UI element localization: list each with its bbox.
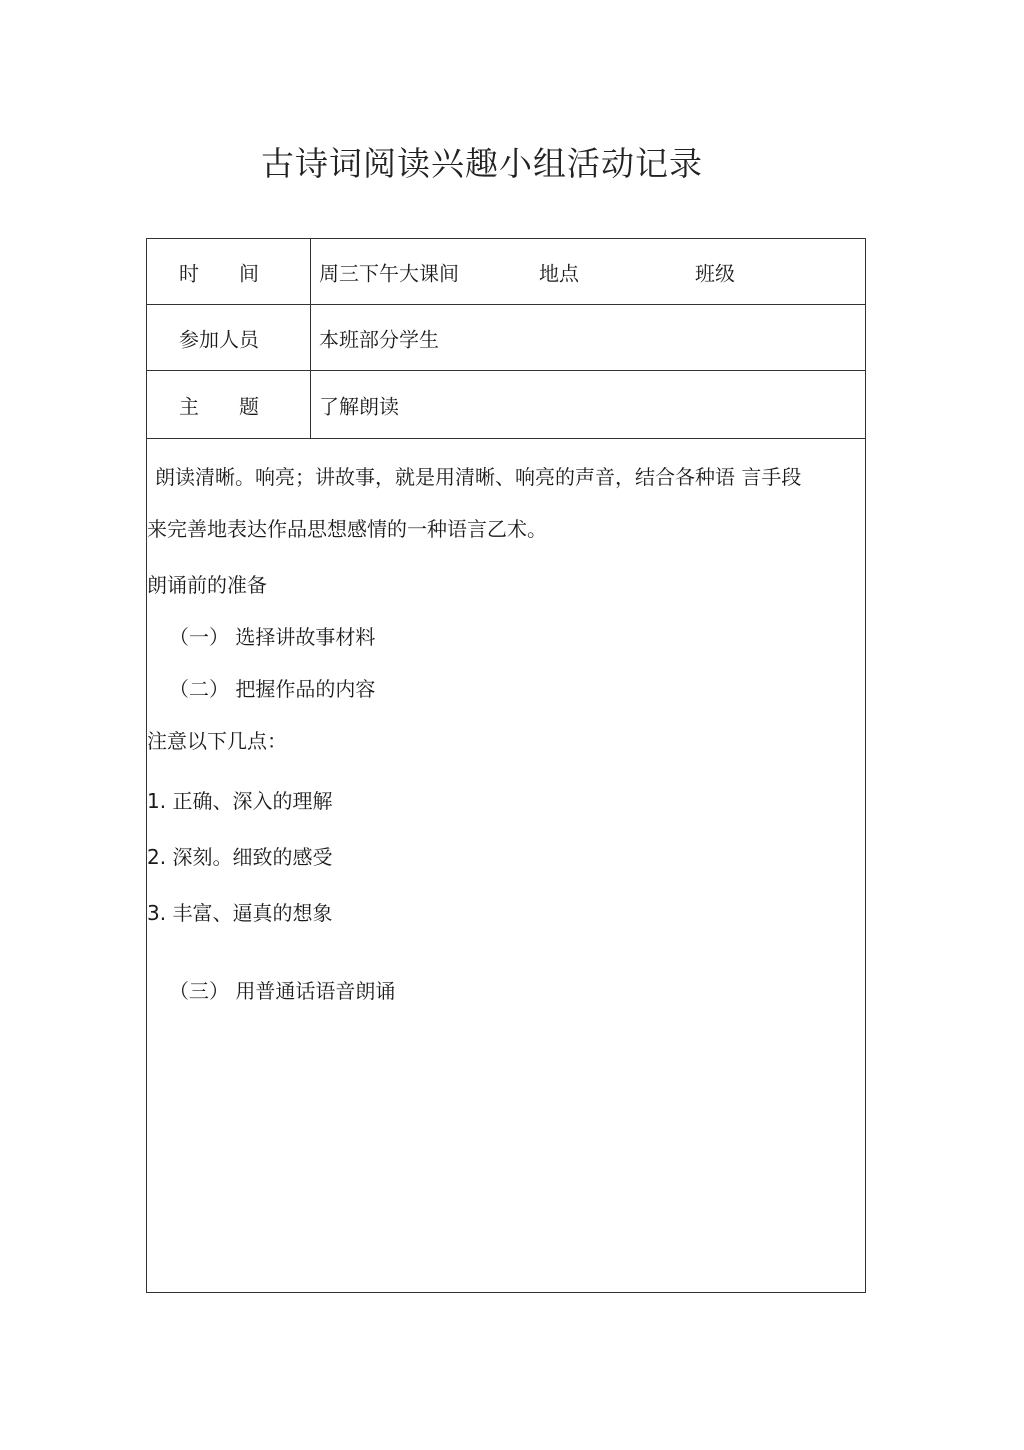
list-item-1: （一） 选择讲故事材料 [169, 625, 376, 649]
place-label: 地点 [539, 261, 579, 285]
topic-row [147, 371, 865, 439]
point-2: 2. 深刻。细致的感受 [147, 845, 333, 869]
topic-value: 了解朗读 [319, 394, 399, 418]
time-value: 周三下午大课间 [319, 261, 459, 285]
time-label-cell [147, 239, 311, 304]
members-label: 参加人员 [179, 327, 259, 351]
members-row [147, 305, 865, 371]
paragraph-line-2: 来完善地表达作品思想感情的一种语言乙术。 [147, 517, 547, 541]
topic-label-cell [147, 371, 311, 438]
note-heading: 注意以下几点： [147, 729, 287, 753]
activity-record-table [146, 238, 866, 1293]
members-value: 本班部分学生 [319, 327, 439, 351]
members-label-cell [147, 305, 311, 370]
class-label: 班级 [695, 261, 735, 285]
list-item-2: （二） 把握作品的内容 [169, 677, 376, 701]
point-1: 1. 正确、深入的理解 [147, 789, 333, 813]
list-item-3: （三） 用普通话语音朗诵 [169, 979, 396, 1003]
point-3: 3. 丰富、逼真的想象 [147, 901, 333, 925]
page-title: 古诗词阅读兴趣小组活动记录 [261, 144, 703, 183]
time-row [147, 239, 865, 305]
topic-label: 主 题 [179, 394, 259, 418]
paragraph-line-1: 朗读清晰。响亮；讲故事，就是用清晰、响亮的声音，结合各种语 言手段 [155, 465, 802, 489]
section-heading: 朗诵前的准备 [147, 573, 267, 597]
time-label: 时 间 [179, 261, 259, 285]
